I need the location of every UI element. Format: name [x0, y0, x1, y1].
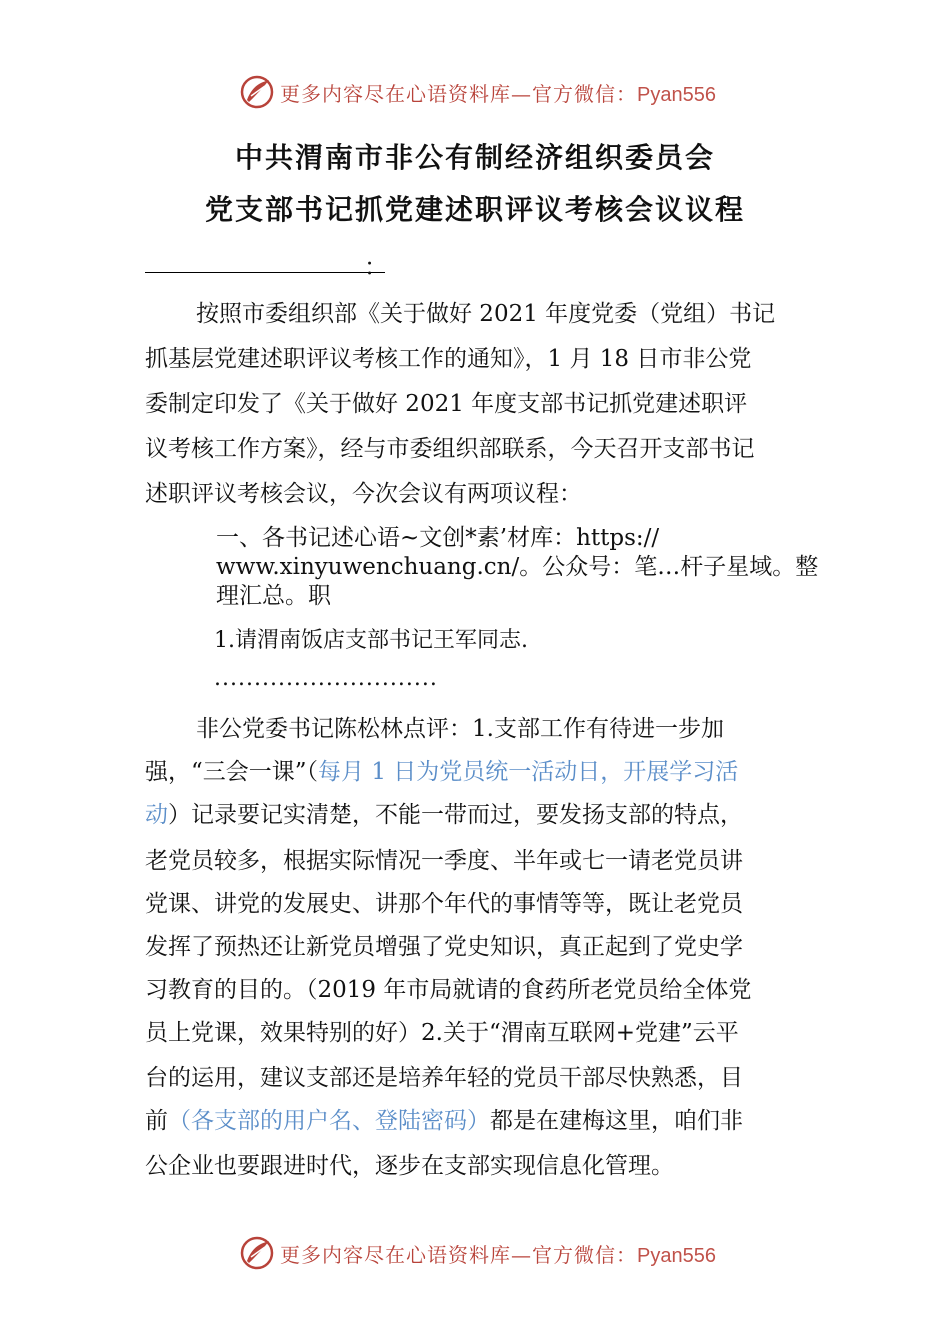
intro-line: 述职评议考核会议，今次会议有两项议程： [145, 481, 582, 507]
comment-line: 强，“三会一课”（每月 1 日为党员统一活动日，开展学习活 [145, 759, 739, 785]
comment-line: 前（各支部的用户名、登陆密码）都是在建梅这里，咱们非 [145, 1108, 743, 1134]
header-banner [0, 72, 950, 112]
highlighted-note: 动 [145, 802, 168, 828]
intro-line: 议考核工作方案》，经与市委组织部联系，今天召开支部书记 [145, 436, 755, 462]
footer-banner [0, 1233, 950, 1273]
comment-line: 员上党课，效果特别的好）2.关于“渭南互联网+党建”云平 [145, 1020, 739, 1046]
document-title-line-2: 党支部书记抓党建述职评议考核会议议程 [204, 193, 745, 226]
comment-line: 发挥了预热还让新党员增强了党史知识，真正起到了党史学 [145, 934, 743, 960]
intro-line: 抓基层党建述职评议考核工作的通知》，1 月 18 日市非公党 [145, 346, 752, 372]
brand-logo-icon [239, 74, 275, 110]
intro-line: 按照市委组织部《关于做好 2021 年度党委（党组）书记 [196, 301, 776, 327]
wechat-id: Pyan556 [637, 1245, 716, 1267]
comment-line: 台的运用，建议支部还是培养年轻的党员干部尽快熟悉，目 [145, 1065, 743, 1091]
banner-text: 更多内容尽在心语资料库—官方微信：Pyan556 [280, 82, 716, 106]
banner-text: 更多内容尽在心语资料库—官方微信：Pyan556 [280, 1243, 716, 1267]
comment-line: 老党员较多，根据实际情况一季度、半年或七一请老党员讲 [145, 848, 743, 874]
comment-line: 公企业也要跟进时代，逐步在支部实现信息化管理。 [145, 1153, 674, 1179]
comment-line: 党课、讲党的发展史、讲那个年代的事情等等，既让老党员 [145, 891, 743, 917]
agenda-line: 一、各书记述心语~文创*素’材库：https:// [216, 525, 660, 551]
comment-line: 动）记录要记实清楚，不能一带而过，要发扬支部的特点， [145, 802, 743, 828]
comment-line: 非公党委书记陈松林点评：1.支部工作有待进一步加 [196, 716, 724, 742]
agenda-item-1: 1.请渭南饭店支部书记王军同志. [214, 628, 528, 653]
document-title-line-1: 中共渭南市非公有制经济组织委员会 [234, 141, 715, 174]
comment-line: 习教育的目的。（2019 年市局就请的食药所老党员给全体党 [145, 977, 752, 1003]
addressee-colon: ： [364, 253, 388, 281]
agenda-line: www.xinyuwenchuang.cn/。公众号：笔…杆子星域。整 [216, 554, 819, 580]
highlighted-note: 每月 1 日为党员统一活动日，开展学习活 [318, 759, 739, 785]
addressee-blank-line [145, 262, 385, 273]
brand-logo-icon [239, 1235, 275, 1271]
intro-line: 委制定印发了《关于做好 2021 年度支部书记抓党建述职评 [145, 391, 748, 417]
highlighted-note: （各支部的用户名、登陆密码） [168, 1108, 490, 1134]
wechat-id: Pyan556 [637, 84, 716, 106]
agenda-line: 理汇总。职 [216, 583, 331, 609]
ellipsis-dots: ............................ [214, 666, 438, 691]
